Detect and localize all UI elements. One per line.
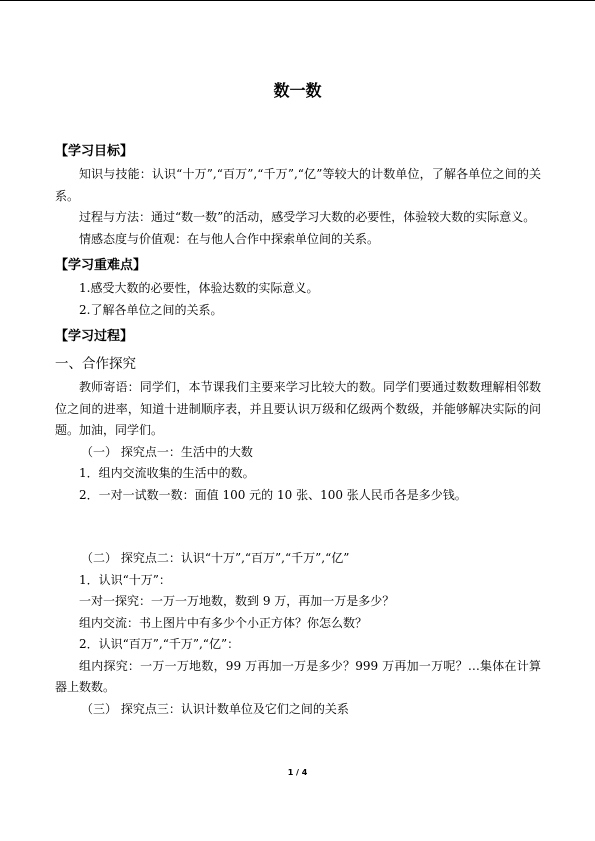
key-point-2: 2.了解各单位之间的关系。 bbox=[79, 302, 223, 317]
goal-attitude: 情感态度与价值观：在与他人合作中探索单位间的关系。 bbox=[79, 231, 380, 246]
point2-sub2: 2．认识“百万”,“千万”,“亿”： bbox=[79, 637, 240, 651]
point1-title: （一） 探究点一：生活中的大数 bbox=[81, 444, 253, 459]
process-heading: 【学习过程】 bbox=[55, 329, 134, 344]
page-number: 1 / 4 bbox=[287, 768, 308, 777]
top-border-line bbox=[0, 0, 595, 1]
key-points-heading: 【学习重难点】 bbox=[55, 258, 147, 273]
point2-sub2-text: 组内探究：一万一万地数，99 万再加一万是多少？999 万再加一万呢？…集体在计算器上数数。 bbox=[55, 658, 541, 694]
point1-item-1: 1．组内交流收集的生活中的数。 bbox=[79, 466, 255, 480]
goal-knowledge: 知识与技能：认识“十万”,“百万”,“千万”,“亿”等较大的计数单位，了解各单位之间的关系。 bbox=[55, 167, 541, 203]
teacher-message: 教师寄语：同学们，本节课我们主要来学习比较大的数。同学们要通过数数理解相邻数位之间的进率，知道十进制顺序表，并且要认识万级和亿级两个数级，并能够解决实际的问题。加油，同学们。 bbox=[55, 380, 541, 437]
blank-space bbox=[55, 506, 541, 548]
page-title: 数一数 bbox=[273, 81, 322, 100]
goal-process: 过程与方法：通过“数一数”的活动，感受学习大数的必要性，体验较大数的实际意义。 bbox=[79, 210, 536, 224]
point2-title: （二） 探究点二：认识“十万”,“百万”,“千万”,“亿” bbox=[81, 551, 350, 565]
point2-sub1-line-1: 一对一探究：一万一万地数，数到 9 万，再加一万是多少？ bbox=[79, 594, 395, 608]
key-point-1: 1.感受大数的必要性，体验达数的实际意义。 bbox=[79, 281, 319, 295]
point1-item-2: 2．一对一试数一数：面值 100 元的 10 张、100 张人民币各是多少钱。 bbox=[79, 487, 467, 502]
document-body bbox=[55, 140, 541, 720]
point2-sub1-line-2: 组内交流：书上图片中有多少个小正方体？你怎么数？ bbox=[79, 615, 368, 630]
goals-heading: 【学习目标】 bbox=[55, 144, 134, 159]
point2-sub1: 1．认识“十万”： bbox=[79, 572, 171, 587]
section-cooperative-inquiry: 一、合作探究 bbox=[55, 356, 136, 372]
point3-title: （三） 探究点三：认识计数单位及它们之间的关系 bbox=[81, 701, 349, 716]
